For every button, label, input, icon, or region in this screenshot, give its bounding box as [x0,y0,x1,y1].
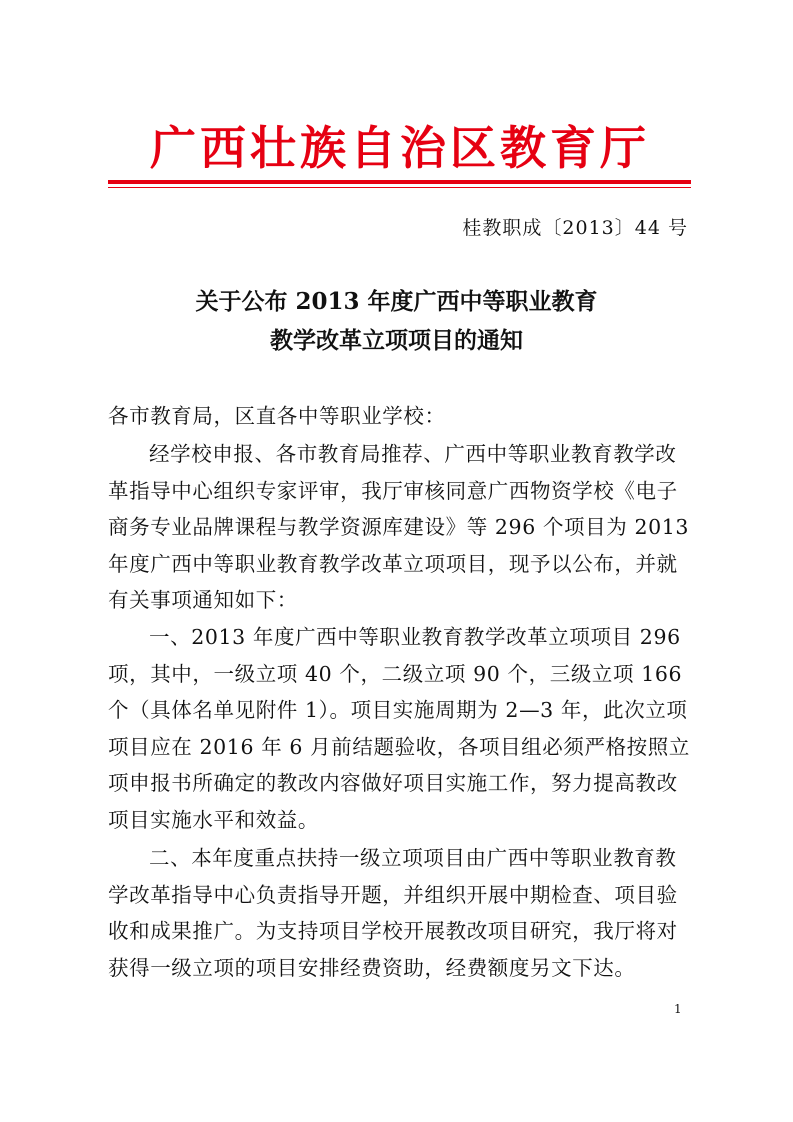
document-title-line-1: 关于公布 2013 年度广西中等职业教育 [195,288,598,315]
paragraph-1-text: 经学校申报、各市教育局推荐、广西中等职业教育教学改革指导中心组织专家评审，我厅审核同意广西物资学校《电子商务专业品牌课程与教学资源库建设》等 296 个项目为 2013 年度广西中等职业教育教学改革立项项目，现予以公布，并就有关事项通知如下： [108,442,690,612]
salutation: 各市教育局，区直各中等职业学校： [108,404,446,428]
paragraph-2-text: 一、2013 年度广西中等职业教育教学改革立项项目 296 项，其中，一级立项 40 个，二级立项 90 个，三级立项 166 个（具体名单见附件 1）。项目实施周期为 2—3 年，此次立项项目应在 2016 年 6 月前结题验收，各项目组必须严格按照立项申报书所确定的教改内容做好项目实施工作，努力提高教改项目实施水平和效益。 [108,625,690,832]
agency-letterhead: 广西壮族自治区教育厅 [150,121,650,175]
paragraph-1 [108,436,690,619]
document-title-line-2: 教学改革立项项目的通知 [270,327,523,354]
letterhead-rule-thick [108,180,691,184]
page-number: 1 [674,1002,682,1016]
paragraph-3-text: 二、本年度重点扶持一级立项项目由广西中等职业教育教学改革指导中心负责指导开题，并组织开展中期检查、项目验收和成果推广。为支持项目学校开展教改项目研究，我厅将对获得一级立项的项目安排经费资助，经费额度另文下达。 [108,846,678,980]
document-number: 桂教职成〔2013〕44 号 [462,217,688,239]
paragraph-2 [108,619,690,838]
letterhead-rule-thin [108,187,691,188]
paragraph-3 [108,840,690,986]
